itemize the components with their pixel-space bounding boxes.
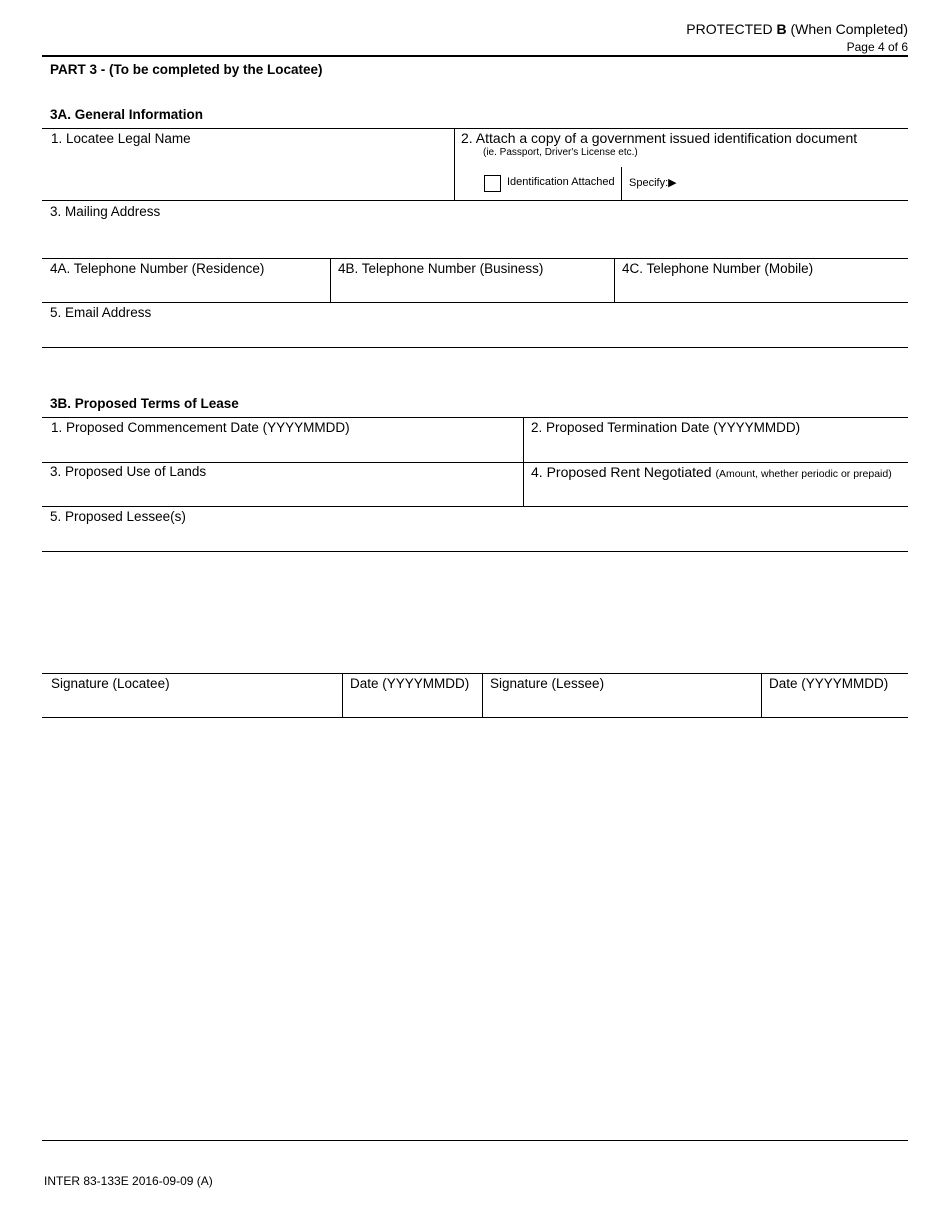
mailing-address-field[interactable] bbox=[42, 201, 908, 258]
locatee-date-label: Date (YYYYMMDD) bbox=[350, 676, 470, 691]
identification-attached-label: Identification Attached bbox=[507, 176, 615, 188]
page-number: Page 4 of 6 bbox=[846, 40, 908, 54]
lessee-signature-label: Signature (Lessee) bbox=[490, 676, 605, 691]
protected-suffix: (When Completed) bbox=[786, 21, 908, 37]
header-divider bbox=[42, 55, 908, 57]
protected-prefix: PROTECTED bbox=[686, 21, 777, 37]
tel-mobile-label: 4C. Telephone Number (Mobile) bbox=[622, 261, 814, 276]
rent-negotiated-label: 4. Proposed Rent Negotiated bbox=[531, 464, 712, 480]
protected-header bbox=[686, 21, 908, 37]
signatures-bottom-line bbox=[42, 717, 908, 718]
tel-business-label: 4B. Telephone Number (Business) bbox=[338, 261, 544, 276]
rent-negotiated-label-wrap bbox=[531, 464, 892, 480]
section-3b-title: 3B. Proposed Terms of Lease bbox=[50, 396, 239, 411]
row1-divider bbox=[454, 128, 455, 200]
part-title: PART 3 - (To be completed by the Locatee) bbox=[50, 62, 323, 77]
termination-date-label: 2. Proposed Termination Date (YYYYMMDD) bbox=[531, 420, 801, 435]
section-3b-bottom-line bbox=[42, 551, 908, 552]
lessee-date-label: Date (YYYYMMDD) bbox=[769, 676, 889, 691]
email-field[interactable] bbox=[42, 303, 908, 347]
rent-negotiated-note: (Amount, whether periodic or prepaid) bbox=[715, 468, 892, 480]
specify-label: Specify: bbox=[629, 177, 669, 189]
email-label: 5. Email Address bbox=[50, 305, 152, 320]
attach-id-label: 2. Attach a copy of a government issued identification document bbox=[461, 130, 858, 146]
specify-label-wrap bbox=[629, 176, 677, 189]
specify-divider bbox=[621, 167, 622, 200]
form-code: INTER 83-133E 2016-09-09 (A) bbox=[44, 1174, 213, 1188]
mailing-address-label: 3. Mailing Address bbox=[50, 204, 161, 219]
commencement-date-label: 1. Proposed Commencement Date (YYYYMMDD) bbox=[51, 420, 350, 435]
proposed-lessees-label: 5. Proposed Lessee(s) bbox=[50, 509, 186, 524]
protected-letter: B bbox=[776, 21, 787, 37]
use-of-lands-label: 3. Proposed Use of Lands bbox=[50, 464, 207, 479]
section-3a-title: 3A. General Information bbox=[50, 107, 204, 122]
specify-arrow-icon: ▶ bbox=[668, 177, 677, 189]
identification-attached-checkbox[interactable] bbox=[484, 175, 501, 192]
locatee-signature-label: Signature (Locatee) bbox=[51, 676, 170, 691]
footer-divider bbox=[42, 1140, 908, 1141]
specify-field[interactable] bbox=[685, 168, 907, 200]
locatee-legal-name-label: 1. Locatee Legal Name bbox=[51, 131, 191, 146]
attach-id-note: (ie. Passport, Driver's License etc.) bbox=[483, 147, 638, 158]
tel-residence-label: 4A. Telephone Number (Residence) bbox=[50, 261, 265, 276]
section-3a-bottom-line bbox=[42, 347, 908, 348]
